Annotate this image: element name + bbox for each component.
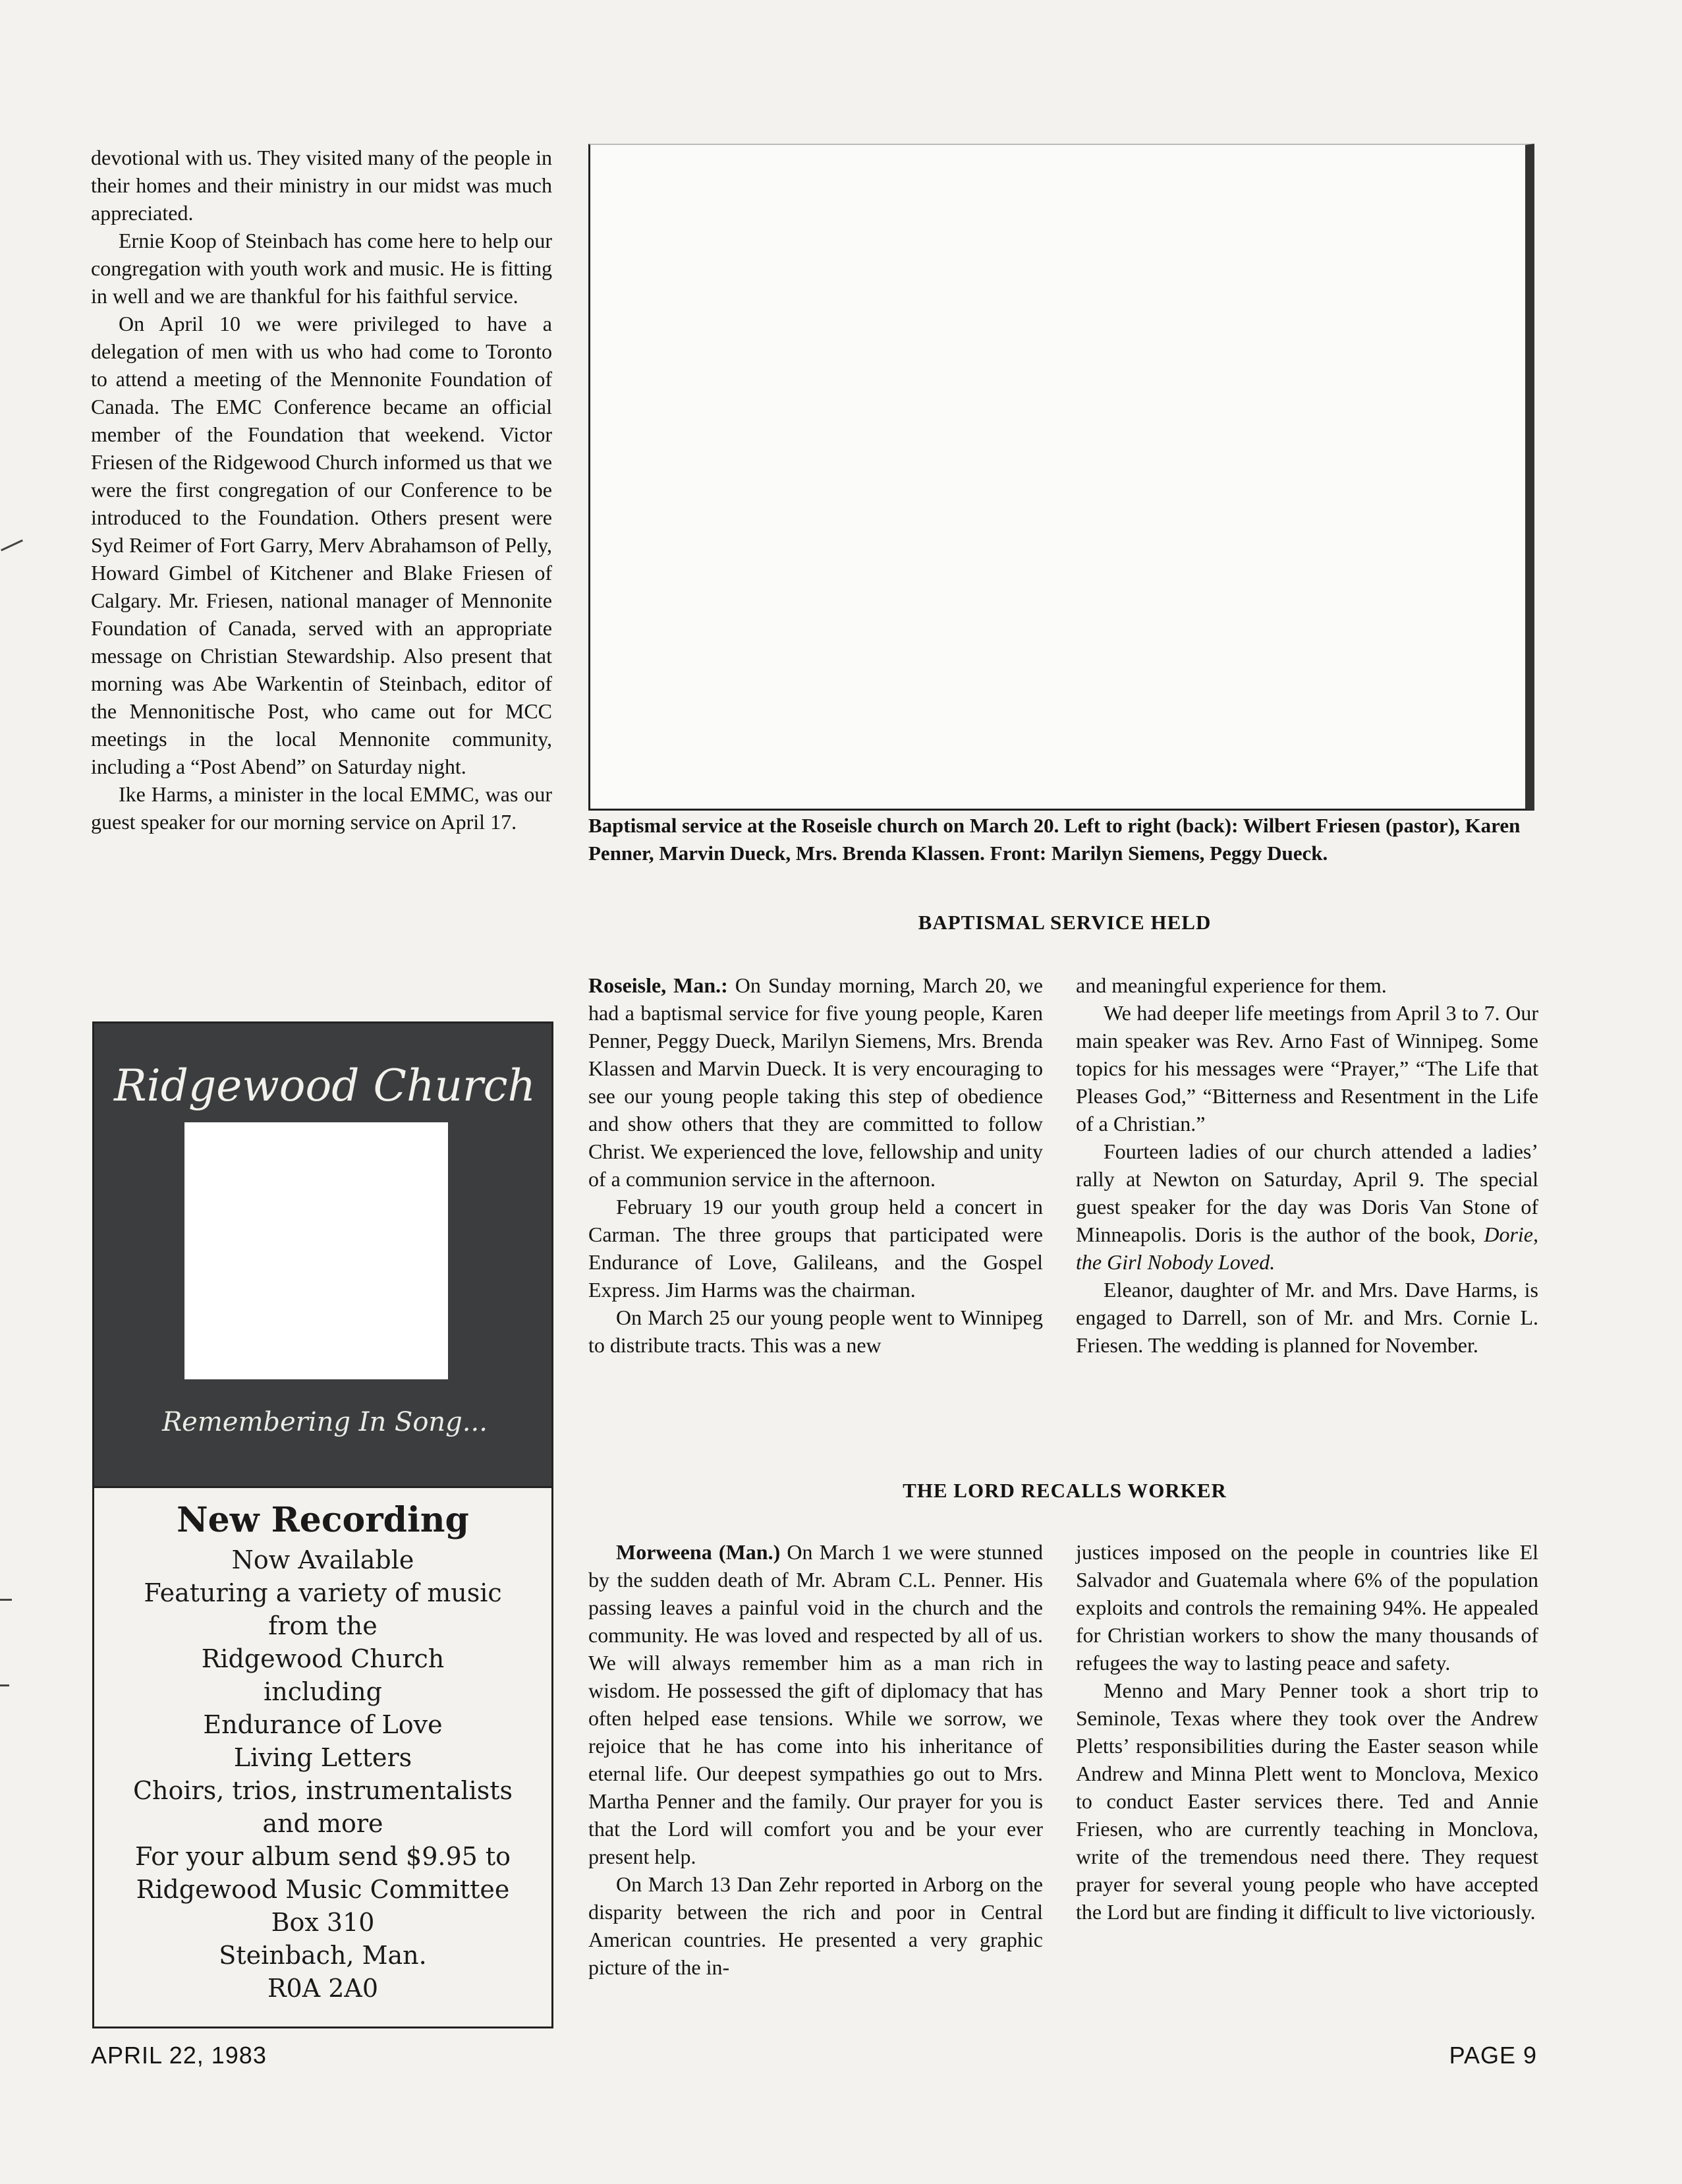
ad-line: Box 310 — [271, 1908, 375, 1937]
dateline: Morweena (Man.) — [616, 1540, 781, 1564]
paragraph: Ernie Koop of Steinbach has come here to help our congregation with youth work and music. He is fitting in well and we are thankful for his faithful service. — [91, 229, 552, 308]
photo-caption: Baptismal service at the Roseisle church on March 20. Left to right (back): Wilbert Friesen (pastor), Karen Penner, Marvin Dueck, Mrs. Brenda Klassen. Front: Marilyn Siemens, Peggy Dueck. — [588, 814, 1521, 865]
ad-heading: New Recording — [177, 1500, 469, 1540]
paragraph-text: Fourteen ladies of our church attended a ladies’ rally at Newton on Saturday, April 9. The special guest speaker for the day was Doris Van Stone of Minneapolis. Doris is the author of the book, — [1076, 1139, 1538, 1246]
baptism-photo — [588, 144, 1534, 811]
book-title: Dorie, the Girl Nobody Loved. — [1076, 1222, 1538, 1274]
article-headline: THE LORD RECALLS WORKER — [903, 1479, 1227, 1502]
paragraph: Eleanor, daughter of Mr. and Mrs. Dave Harms, is engaged to Darrell, son of Mr. and Mrs. Cornie L. Friesen. The wedding is planned for November. — [1076, 1278, 1538, 1357]
album-title: Ridgewood Church — [113, 1060, 536, 1111]
album-subtitle: Remembering In Song... — [162, 1407, 488, 1437]
worker-article-column-2 — [1076, 1538, 1538, 1926]
paragraph-text: On Sunday morning, March 20, we had a baptismal service for five young people, Karen Penner, Peggy Dueck, Marilyn Siemens, Mrs. Brenda Klassen and Marvin Dueck. It is very encouraging to see our young people taking this step of obedience and show others that they are committed to follow Christ. We experienced the love, fellowship and unity of a communion service in the afternoon. — [588, 973, 1044, 1191]
paragraph: justices imposed on the people in countries like El Salvador and Guatemala where 6% of the population exploits and controls the remaining 94%. He appealed for Christian workers to show the many thousands of refugees the way to lasting peace and safety. — [1076, 1540, 1538, 1675]
album-cover-panel — [92, 1021, 553, 1488]
left-column-article — [91, 144, 552, 836]
paragraph: and meaningful experience for them. — [1076, 973, 1387, 997]
paragraph: We had deeper life meetings from April 3 to 7. Our main speaker was Rev. Arno Fast of Winnipeg. Some topics for his messages were “Prayer,” “The Life that Pleases God,” “Bitterness and Resentment in the Life of a Christian.” — [1076, 1001, 1538, 1135]
ad-line: and more — [262, 1809, 383, 1838]
paragraph-text: On March 1 we were stunned by the sudden death of Mr. Abram C.L. Penner. His passing leaves a painful void in the church and the community. He was loved and respected by all of us. We will always remember him as a man rich in wisdom. He possessed the gift of diplomacy that has often helped ease tensions. While we sorrow, we rejoice that he has come into his inheritance of eternal life. Our deepest sympathies go out to Mrs. Martha Penner and the family. Our prayer for you is that the Lord will comfort you and be your ever present help. — [588, 1540, 1043, 1868]
ad-line: Living Letters — [233, 1743, 412, 1772]
recording-advertisement — [92, 1488, 553, 2028]
ad-line: R0A 2A0 — [267, 1974, 379, 2003]
album-cover-image — [184, 1122, 448, 1379]
margin-mark — [0, 1599, 12, 1601]
ad-line: Endurance of Love — [203, 1710, 443, 1739]
ad-line: Ridgewood Church — [201, 1644, 445, 1673]
paragraph: Menno and Mary Penner took a short trip to Seminole, Texas where they took over the Andrew Pletts’ responsibilities during the Easter season while Andrew and Minna Plett went to Monclova, Mexico to conduct Easter services there. Ted and Annie Friesen, who are currently teaching in Monclova, write of the tremendous need there. They request prayer for several young people who have accepted the Lord but are finding it difficult to live victoriously. — [1076, 1679, 1538, 1924]
paragraph: On March 13 Dan Zehr reported in Arborg on the disparity between the rich and poor in Central American countries. He presented a very graphic picture of the in- — [588, 1872, 1043, 1979]
article-headline: BAPTISMAL SERVICE HELD — [918, 911, 1212, 934]
dateline: Roseisle, Man.: — [588, 973, 728, 997]
paragraph: devotional with us. They visited many of the people in their homes and their ministry in our midst was much appreciated. — [91, 146, 552, 225]
margin-mark — [1, 540, 23, 552]
paragraph: On March 25 our young people went to Winnipeg to distribute tracts. This was a new — [588, 1306, 1043, 1357]
ad-line: For your album send $9.95 to — [134, 1842, 511, 1871]
page-number: PAGE 9 — [1449, 2042, 1537, 2069]
paragraph: February 19 our youth group held a concert in Carman. The three groups that participated were Endurance of Love, Galileans, and the Gospel Express. Jim Harms was the chairman. — [588, 1195, 1043, 1302]
paragraph: On April 10 we were privileged to have a delegation of men with us who had come to Toronto to attend a meeting of the Mennonite Foundation of Canada. The EMC Conference became an official member of the Foundation that weekend. Victor Friesen of the Ridgewood Church informed us that we were the first congregation of our Conference to be introduced to the Foundation. Others present were Syd Reimer of Fort Garry, Merv Abrahamson of Pelly, Howard Gimbel of Kitchener and Blake Friesen of Calgary. Mr. Friesen, national manager of Mennonite Foundation of Canada, served with an appropriate message on Christian Stewardship. Also present that morning was Abe Warkentin of Steinbach, editor of the Mennonitische Post, who came out for MCC meetings in the local Mennonite community, including a “Post Abend” on Saturday night. — [91, 312, 552, 778]
baptism-article-column-2 — [1076, 971, 1538, 1359]
ad-line: from the — [268, 1611, 378, 1640]
paragraph — [588, 971, 1043, 1193]
worker-article-column-1 — [588, 1538, 1043, 1981]
paragraph — [588, 1538, 1043, 1870]
paragraph: Ike Harms, a minister in the local EMMC, was our guest speaker for our morning service on April 17. — [91, 782, 552, 834]
baptism-article-column-1 — [588, 971, 1043, 1359]
ad-line: Now Available — [231, 1545, 414, 1574]
ad-line: Choirs, trios, instrumentalists — [132, 1776, 513, 1805]
ad-line: Featuring a variety of music — [144, 1578, 502, 1607]
margin-mark — [0, 1684, 9, 1686]
issue-date: APRIL 22, 1983 — [91, 2042, 267, 2069]
ad-line: including — [264, 1677, 382, 1706]
ad-line: Ridgewood Music Committee — [136, 1875, 510, 1904]
ad-line: Steinbach, Man. — [219, 1941, 427, 1970]
paragraph — [1076, 1137, 1538, 1276]
